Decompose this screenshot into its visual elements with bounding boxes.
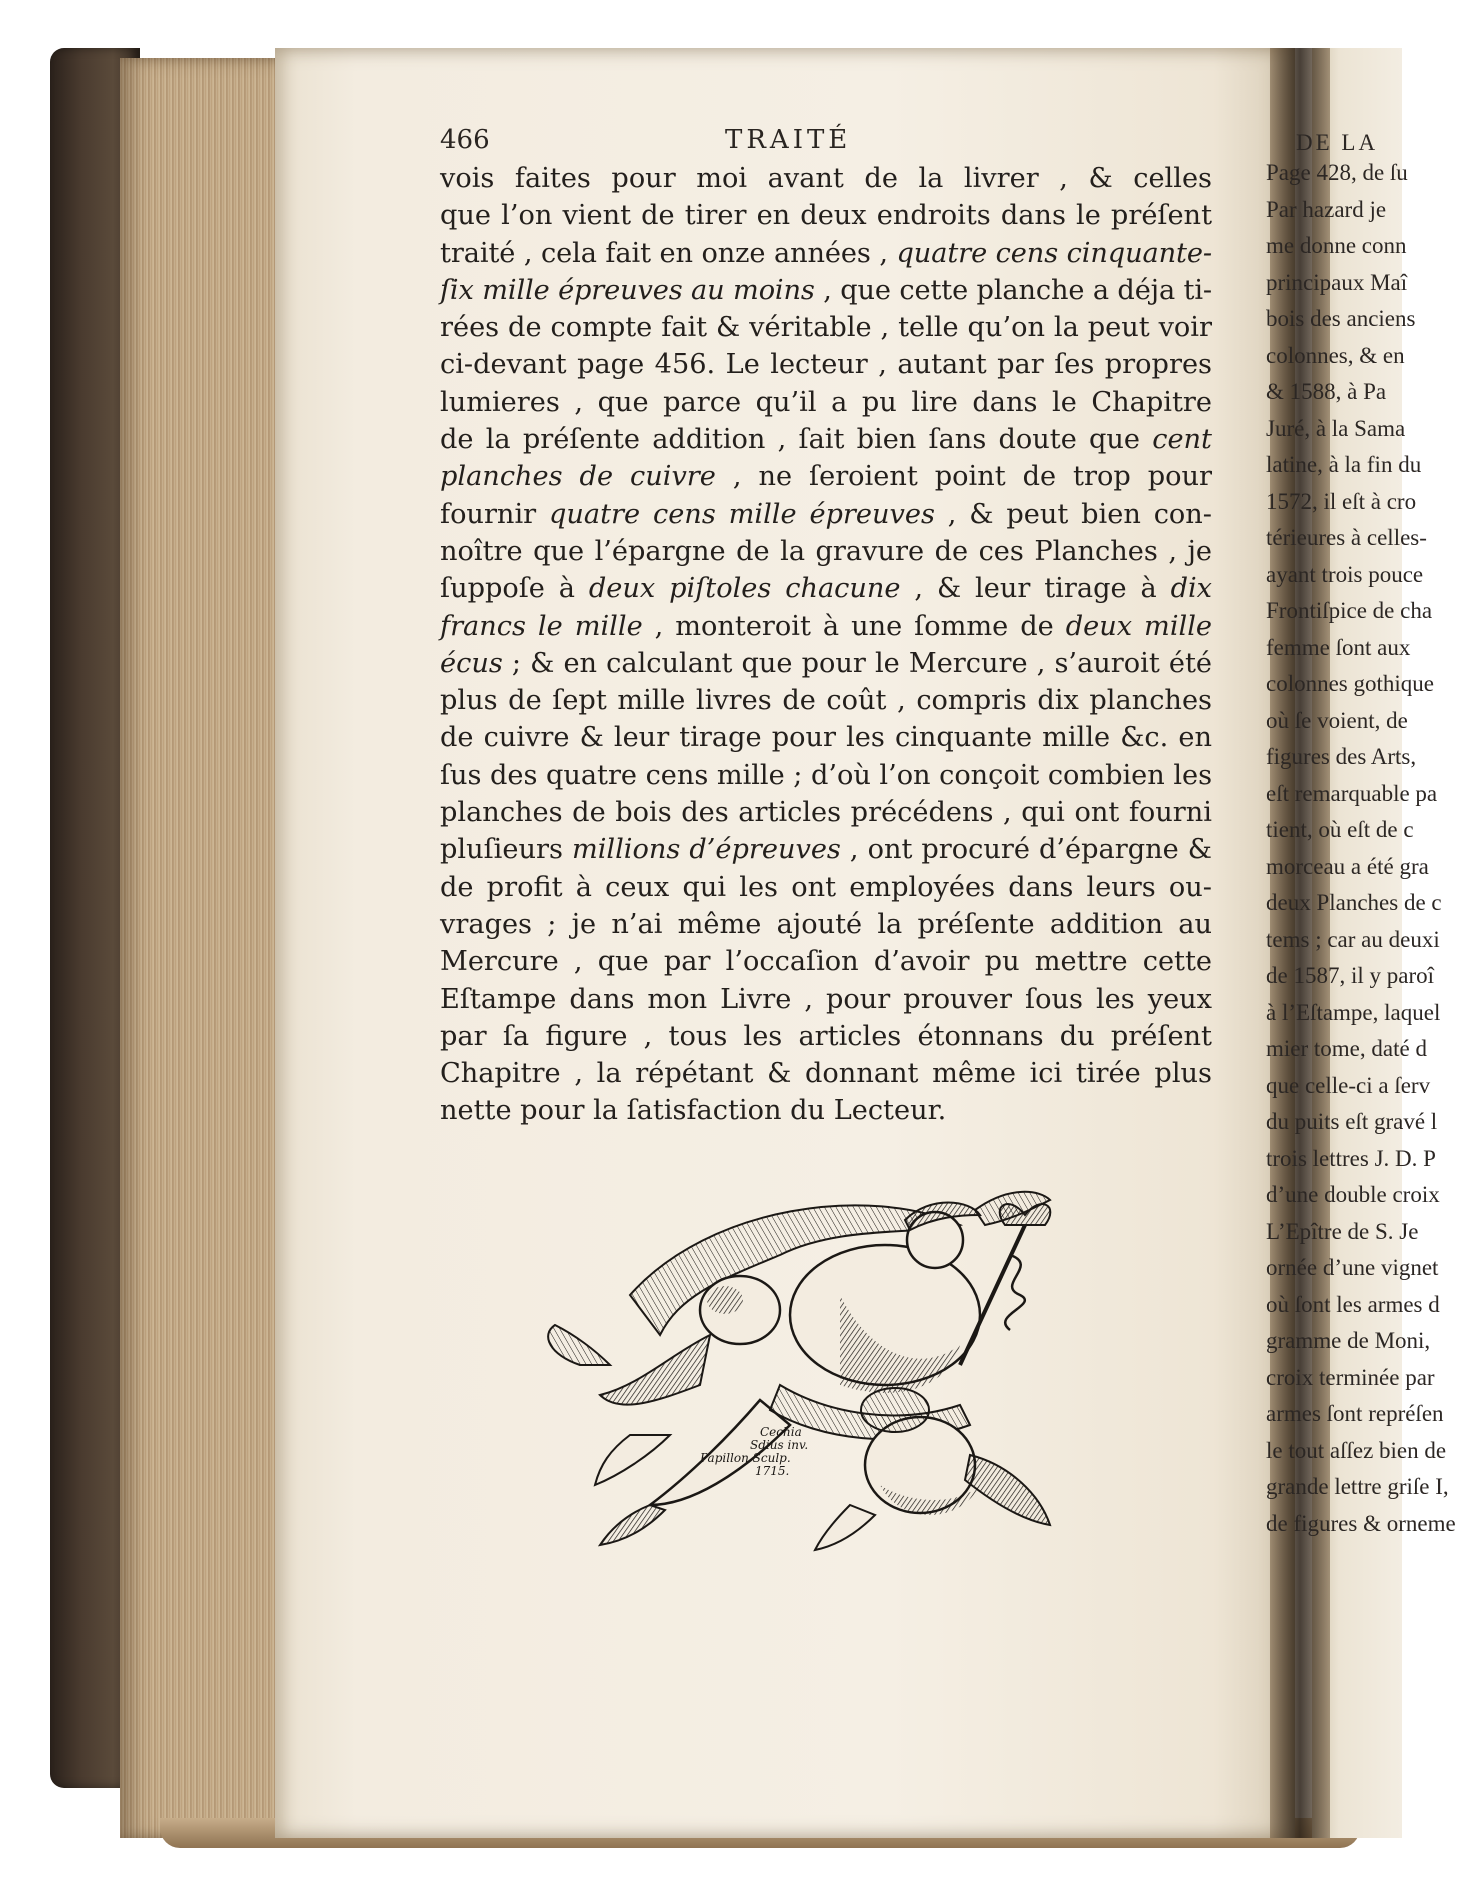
- text-segment: , que cette planche a déja ti-: [814, 274, 1212, 306]
- right-page-line: bois des anciens: [1266, 306, 1416, 331]
- engraving-signature: [700, 1426, 808, 1478]
- text-line: [440, 496, 1212, 533]
- right-page-line: que celle-ci a ſerv: [1266, 1072, 1431, 1098]
- text-segment: Chapitre , la répétant & donnant même ici tirée plus: [440, 1058, 1212, 1090]
- right-page-line: figures des Arts,: [1266, 744, 1417, 769]
- right-page-line: colonnes, & en: [1266, 342, 1405, 368]
- right-page-line: trois lettres J. D. P: [1266, 1145, 1436, 1171]
- italic-text: cent: [1152, 424, 1212, 456]
- italic-text: quatre cens cinquante-: [896, 237, 1212, 269]
- right-page-line: principaux Maî: [1266, 269, 1408, 295]
- right-page-line: mier tome, daté d: [1266, 1036, 1427, 1061]
- right-page-line: le tout aſſez bien de: [1266, 1437, 1447, 1463]
- text-line: [440, 458, 1212, 495]
- italic-text: ſix mille épreuves au moins: [440, 274, 815, 306]
- right-page-line: colonnes gothique: [1266, 671, 1434, 696]
- right-page-line: ayant trois pouce: [1266, 561, 1424, 587]
- italic-text: francs le mille: [440, 610, 643, 642]
- text-segment: rées de compte fait & véritable , telle qu’on la peut voir: [440, 312, 1212, 344]
- text-segment: pluſieurs: [440, 834, 572, 866]
- text-line: [440, 309, 1212, 346]
- right-page-line: 1572, il eſt à cro: [1266, 488, 1417, 514]
- text-segment: vois faites pour moi avant de la livrer , & celles: [440, 163, 1212, 194]
- text-segment: de la préſente addition , ſait bien ſans doute que: [440, 424, 1153, 456]
- right-page-line: Juré, à la Sama: [1266, 415, 1406, 441]
- text-line: [440, 719, 1212, 756]
- text-segment: par ſa figure , tous les articles étonnans du préſent: [440, 1020, 1212, 1052]
- text-line: [440, 570, 1212, 607]
- text-line: [440, 831, 1212, 868]
- right-page-header: DE LA: [1296, 130, 1379, 155]
- text-line: [440, 1018, 1212, 1055]
- right-page-line: grande lettre griſe I,: [1266, 1474, 1449, 1499]
- text-segment: plus de ſept mille livres de coût , compris dix planches: [440, 685, 1212, 717]
- text-line: [440, 794, 1212, 831]
- text-line: [440, 272, 1212, 309]
- page-number: 466: [440, 125, 490, 155]
- right-page-line: Page 428, de ſu: [1266, 160, 1408, 185]
- italic-text: millions d’épreuves: [571, 834, 841, 866]
- text-segment: , & peut bien con-: [934, 498, 1212, 530]
- text-segment: ; & en calculant que pour le Mercure , s’auroit été: [502, 647, 1212, 679]
- right-page-line: latine, à la fin du: [1266, 452, 1422, 477]
- text-segment: , & leur tirage à: [900, 573, 1171, 605]
- text-line: [440, 1055, 1212, 1092]
- italic-text: quatre cens mille épreuves: [549, 498, 935, 530]
- running-head: [440, 125, 1220, 165]
- text-line: [440, 160, 1212, 197]
- right-page-line: du puits eſt gravé l: [1266, 1109, 1438, 1134]
- text-line: [440, 906, 1212, 943]
- right-page-line: tient, où eſt de c: [1266, 817, 1414, 842]
- italic-text: deux mille: [1065, 610, 1212, 642]
- text-segment: planches de bois des articles précédens , qui ont fourni: [440, 797, 1212, 829]
- right-page-line: de figures & orneme: [1266, 1510, 1456, 1536]
- right-page-line: tems ; car au deuxi: [1266, 926, 1440, 952]
- text-line: [440, 608, 1212, 645]
- signature-line: Cechia: [760, 1425, 802, 1439]
- text-segment: de cuivre & leur tirage pour les cinquante mille &c. en: [440, 722, 1212, 754]
- text-segment: ci-devant page 456. Le lecteur , autant par ſes propres: [440, 349, 1212, 381]
- right-page-line: à l’Eſtampe, laquel: [1266, 999, 1441, 1025]
- text-segment: de profit à ceux qui les ont employées dans leurs ou-: [440, 871, 1212, 903]
- text-line: [440, 533, 1212, 570]
- right-page-line: femme ſont aux: [1266, 634, 1411, 660]
- text-line: [440, 757, 1212, 794]
- italic-text: dix: [1170, 573, 1212, 605]
- text-segment: traité , cela fait en onze années ,: [440, 237, 897, 269]
- running-title: TRAITÉ: [725, 125, 852, 155]
- text-segment: , ne ſeroient point de trop pour: [715, 461, 1212, 493]
- right-page-line: où ſont les armes d: [1266, 1291, 1440, 1317]
- text-segment: noître que l’épargne de la gravure de ces Planches , je: [440, 535, 1212, 567]
- text-segment: fournir: [440, 498, 549, 530]
- right-page-line: & 1588, à Pa: [1266, 379, 1387, 404]
- right-page-line: armes ſont repréſen: [1266, 1401, 1444, 1426]
- right-page-line: me donne conn: [1266, 233, 1407, 258]
- text-segment: Mercure , que par l’occaſion d’avoir pu mettre cette: [440, 946, 1212, 978]
- text-line: [440, 346, 1212, 383]
- italic-text: deux piſtoles chacune: [588, 573, 901, 605]
- text-line: [440, 1092, 1212, 1129]
- engraving-vignette: [540, 1185, 1140, 1585]
- signature-line: Sdius inv.: [750, 1438, 809, 1452]
- text-segment: , monteroit à une ſomme de: [642, 610, 1066, 642]
- right-page-line: de 1587, il y paroî: [1266, 963, 1434, 988]
- right-page-line: eſt remarquable pa: [1266, 780, 1438, 806]
- text-line: [440, 421, 1212, 458]
- text-segment: ſus des quatre cens mille ; d’où l’on conçoit combien les: [440, 759, 1212, 791]
- text-line: [440, 981, 1212, 1018]
- text-line: [440, 384, 1212, 421]
- body-text: [440, 160, 1212, 1130]
- right-page-line: Frontiſpice de cha: [1266, 598, 1433, 623]
- text-segment: nette pour la ſatisfaction du Lecteur.: [440, 1095, 947, 1127]
- right-page-line: d’une double croix: [1266, 1182, 1440, 1207]
- text-line: [440, 682, 1212, 719]
- right-page-line: L’Epître de S. Je: [1266, 1218, 1419, 1244]
- italic-text: écus: [440, 647, 503, 679]
- right-page-line: gramme de Moni,: [1266, 1328, 1431, 1353]
- text-line: [440, 869, 1212, 906]
- text-line: [440, 943, 1212, 980]
- right-page-line: deux Planches de c: [1266, 890, 1442, 915]
- right-page-line: Par hazard je: [1266, 196, 1387, 222]
- signature-line: 1715.: [755, 1464, 790, 1478]
- right-page-line: croix terminée par: [1266, 1364, 1435, 1390]
- right-page-line: morceau a été gra: [1266, 853, 1429, 879]
- text-segment: , ont procuré d’épargne &: [840, 834, 1212, 866]
- italic-text: planches de cuivre: [440, 461, 716, 493]
- text-line: [440, 197, 1212, 234]
- right-page-line: ornée d’une vignet: [1266, 1255, 1439, 1280]
- text-segment: que l’on vient de tirer en deux endroits dans le préſent: [440, 200, 1212, 232]
- text-segment: ſuppoſe à: [440, 573, 589, 605]
- signature-line: Papillon Sculp.: [700, 1451, 791, 1465]
- text-line: [440, 645, 1212, 682]
- right-page-line: où ſe voient, de: [1266, 707, 1408, 733]
- text-segment: lumieres , que parce qu’il a pu lire dans le Chapitre: [440, 386, 1212, 418]
- right-page-line: térieures à celles-: [1266, 525, 1427, 550]
- text-segment: vrages ; je n’ai même ajouté la préſente addition au: [440, 908, 1212, 940]
- text-segment: Eſtampe dans mon Livre , pour prouver ſous les yeux: [440, 983, 1212, 1015]
- text-line: [440, 235, 1212, 272]
